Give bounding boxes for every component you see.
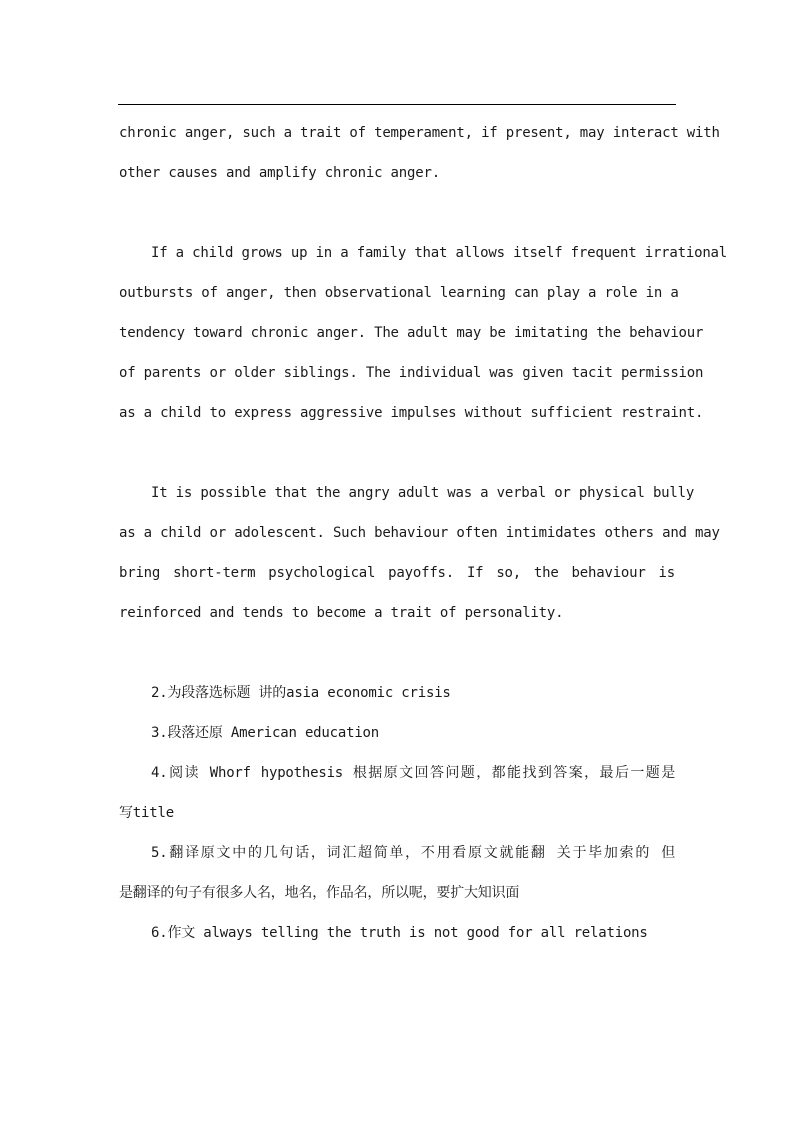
note-item-4 xyxy=(119,753,675,833)
text-line: It is possible that the angry adult was a verbal or physical bully xyxy=(151,485,695,501)
text-line: reinforced and tends to become a trait of personality. xyxy=(119,605,564,621)
text-line: 写title xyxy=(119,805,174,821)
paragraph-gap xyxy=(119,193,675,233)
paragraph-observational-learning xyxy=(119,233,728,433)
paragraph-gap xyxy=(119,433,675,473)
paragraph-gap xyxy=(119,633,675,673)
document-body xyxy=(119,113,728,953)
header-rule xyxy=(118,104,676,105)
exam-notes-list xyxy=(119,673,675,953)
paragraph-bully xyxy=(119,473,720,633)
text-line: 4.阅读 Whorf hypothesis 根据原文回答问题，都能找到答案，最后一题是 xyxy=(151,765,675,781)
text-line: of parents or older siblings. The individual was given tacit permission xyxy=(119,365,704,381)
note-item-3: 3.段落还原 American education xyxy=(151,725,380,741)
text-line: outbursts of anger, then observational learning can play a role in a xyxy=(119,285,679,301)
text-line: 5.翻译原文中的几句话，词汇超简单，不用看原文就能翻 关于毕加索的 但 xyxy=(151,845,675,861)
text-line: chronic anger, such a trait of temperament, if present, may interact with xyxy=(119,125,720,141)
paragraph-chronic-anger xyxy=(119,113,720,193)
text-line: If a child grows up in a family that allows itself frequent irrational xyxy=(151,245,728,261)
note-item-6: 6.作文 always telling the truth is not good for all relations xyxy=(151,925,648,941)
text-line: 是翻译的句子有很多人名，地名，作品名，所以呢，要扩大知识面 xyxy=(119,885,520,901)
note-item-5 xyxy=(119,833,675,913)
text-line: other causes and amplify chronic anger. xyxy=(119,165,440,181)
text-line: tendency toward chronic anger. The adult may be imitating the behaviour xyxy=(119,325,704,341)
note-item-2: 2.为段落选标题 讲的asia economic crisis xyxy=(151,685,451,701)
text-line: as a child to express aggressive impulses without sufficient restraint. xyxy=(119,405,704,421)
text-line: as a child or adolescent. Such behaviour often intimidates others and may xyxy=(119,525,720,541)
text-line: bring short-term psychological payoffs. If so, the behaviour is xyxy=(119,565,675,581)
